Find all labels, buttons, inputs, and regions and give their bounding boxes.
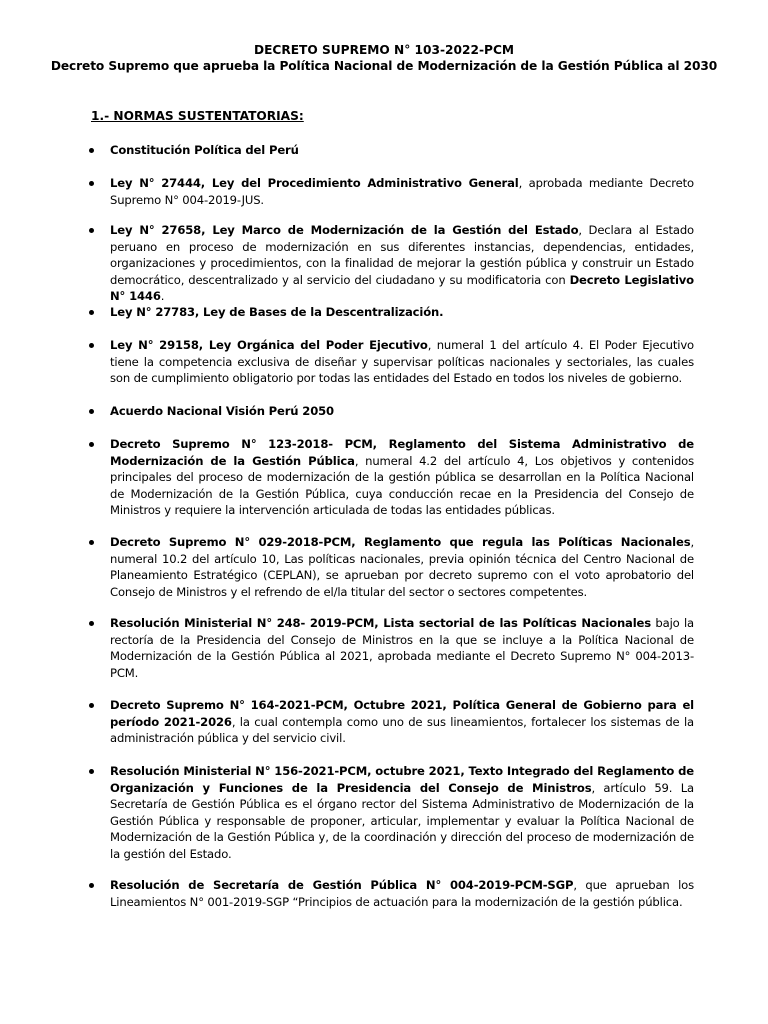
item-text: , artículo 59. La Secretaría de Gestión Pública es el órgano rector del Sistema Administrativo de Modernización de la Gestión Pública y responsable de proponer, articular, implementar y evaluar la Política Nacional de Modernización de la Gestión Pública y, de la coordinación y dirección del proceso de modernización de la gestión del Estado. (110, 780, 694, 861)
item-bold-text: Decreto Supremo N° 029-2018-PCM, Reglamento que regula las Políticas Nacionales (110, 535, 691, 549)
item-text: , numeral 1 del artículo 4. El Poder Ejecutivo tiene la competencia exclusiva de diseñar y supervisar políticas nacionales y sectoriales, las cuales son de cumplimiento obligatorio por todas las entidades del Estado en todos los niveles de gobierno. (110, 338, 694, 386)
section-heading: 1.- NORMAS SUSTENTATORIAS: (91, 109, 304, 123)
list-item (110, 615, 694, 681)
document-title: DECRETO SUPREMO N° 103-2022-PCM (253, 43, 515, 57)
item-text: , la cual contempla como uno de sus lineamientos, fortalecer los sistemas de la administración pública y del servicio civil. (110, 714, 694, 746)
list-item (110, 337, 694, 387)
item-text: , numeral 4.2 del artículo 4, Los objetivos y contenidos principales del proceso de modernización de la gestión pública se desarrollan en la Política Nacional de Modernización de la Gestión Pública, cuya conducción recae en la Presidencia del Consejo de Ministros y requiere la intervención articulada de todas las entidades públicas. (110, 453, 694, 518)
item-text: , que aprueban los Lineamientos N° 001-2019-SGP “Principios de actuación para la modernización de la gestión pública. (110, 878, 694, 909)
item-text: , numeral 10.2 del artículo 10, Las políticas nacionales, previa opinión técnica del Centro Nacional de Planeamiento Estratégico (CEPLAN), se aprueban por decreto supremo con el voto aprobatorio del Consejo de Ministros y el refrendo de el/la titular del sector o sectores competentes. (110, 535, 694, 599)
bullet-icon (89, 343, 94, 348)
item-bold-text: Resolución de Secretaría de Gestión Pública N° 004-2019-PCM-SGP (110, 878, 574, 892)
list-item (110, 175, 694, 208)
list-item (110, 403, 694, 420)
list-item (110, 763, 694, 863)
item-bold-text: Ley N° 27658, Ley Marco de Modernización de la Gestión del Estado (110, 223, 579, 237)
item-bold-text: Resolución Ministerial N° 248- 2019-PCM, Lista sectorial de las Políticas Nacionales (110, 616, 652, 630)
bullet-icon (89, 703, 94, 708)
item-bold-text: Acuerdo Nacional Visión Perú 2050 (110, 404, 334, 418)
document-header (0, 42, 768, 74)
item-bold-text-2: Decreto Legislativo N° 1446 (110, 272, 694, 304)
bullet-icon (89, 769, 94, 774)
item-text: , aprobada mediante Decreto Supremo N° 004-2019-JUS. (110, 176, 694, 207)
bullet-icon (89, 310, 94, 315)
item-bold-text: Decreto Supremo N° 123-2018- PCM, Reglamento del Sistema Administrativo de Modernización de la Gestión Pública (110, 437, 694, 468)
item-bold-text: Ley N° 27444, Ley del Procedimiento Administrativo General (110, 176, 519, 190)
bullet-icon (89, 621, 94, 626)
bullet-icon (89, 540, 94, 545)
bullet-icon (89, 181, 94, 186)
bullet-icon (89, 228, 94, 233)
list-item (110, 304, 694, 321)
item-text: bajo la rectoría de la Presidencia del Consejo de Ministros en la que se incluye a la Política Nacional de Modernización de la Gestión Pública al 2021, aprobada mediante el Decreto Supremo N° 004-2013-PCM. (110, 616, 694, 680)
bullet-icon (89, 883, 94, 888)
document-subtitle: Decreto Supremo que aprueba la Política Nacional de Modernización de la Gestión Pública al 2030 (50, 59, 718, 73)
item-bold-text: Decreto Supremo N° 164-2021-PCM, Octubre 2021, Política General de Gobierno para el período 2021-2026 (110, 698, 694, 729)
bullet-icon (89, 442, 94, 447)
list-item (110, 142, 694, 159)
list-item (110, 436, 694, 519)
list-item (110, 222, 694, 305)
list-item (110, 877, 694, 910)
list-item (110, 697, 694, 747)
bullet-icon (89, 409, 94, 414)
item-bold-text: Ley N° 29158, Ley Orgánica del Poder Ejecutivo (110, 338, 428, 352)
item-bold-text: Constitución Política del Perú (110, 143, 299, 157)
list-item (110, 534, 694, 600)
bullet-icon (89, 148, 94, 153)
item-bold-text: Ley N° 27783, Ley de Bases de la Descentralización. (110, 305, 444, 319)
item-text-2: . (160, 289, 165, 304)
item-bold-text: Resolución Ministerial N° 156-2021-PCM, octubre 2021, Texto Integrado del Reglamento de Organización y Funciones de la Presidencia del Consejo de Ministros (110, 764, 694, 795)
item-text: , Declara al Estado peruano en proceso de modernización en sus diferentes instancias, dependencias, entidades, organizaciones y procedimientos, con la finalidad de mejorar la gestión pública y construir un Estado democrático, descentralizado y al servicio del ciudadano y su modificatoria con (110, 223, 694, 287)
